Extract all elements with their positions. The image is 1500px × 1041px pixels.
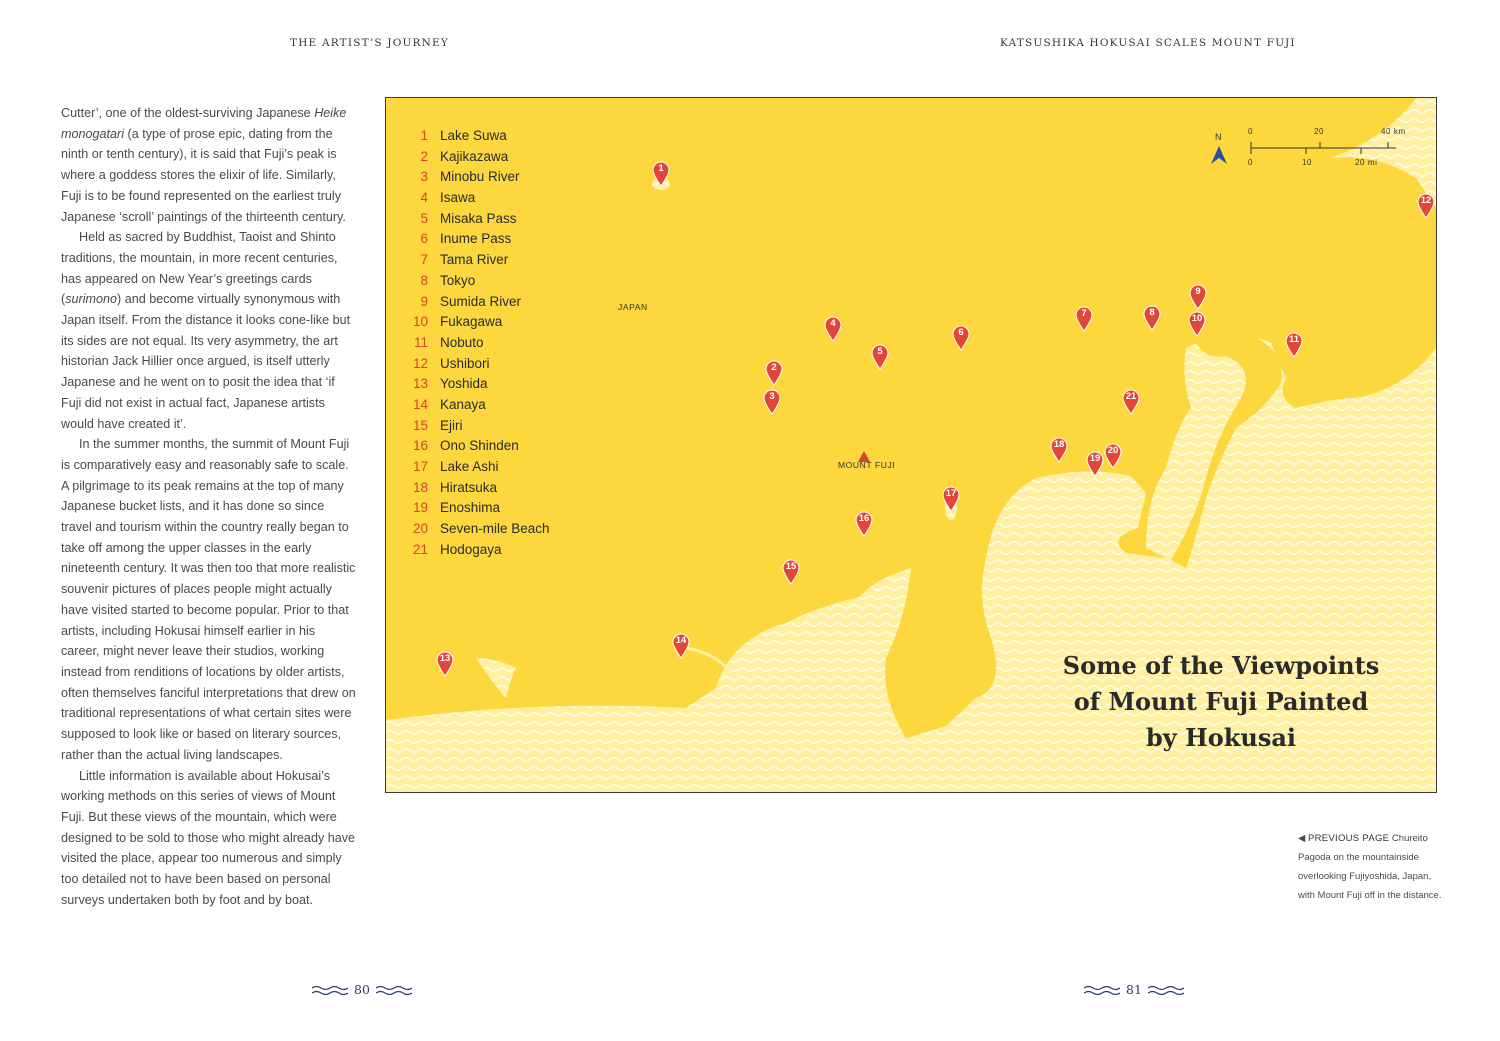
- marker-number: 13: [439, 653, 451, 664]
- map-marker: [1086, 451, 1104, 477]
- legend-item: [408, 519, 550, 540]
- map-marker: [672, 633, 690, 659]
- legend-item: [408, 416, 550, 437]
- map-marker: [824, 316, 842, 342]
- legend-item: [408, 188, 550, 209]
- legend-item: [408, 167, 550, 188]
- legend-item: [408, 312, 550, 333]
- map-marker: [1189, 284, 1207, 310]
- wave-ornament-icon: [376, 985, 412, 995]
- marker-number: 1: [658, 163, 664, 174]
- map-legend: [408, 126, 550, 560]
- marker-number: 7: [1081, 308, 1087, 319]
- folio-left: [312, 982, 412, 997]
- marker-number: 9: [1195, 286, 1201, 297]
- marker-number: 5: [877, 346, 883, 357]
- scale-bar: [1206, 124, 1406, 174]
- caption-arrow-icon: ◀: [1298, 833, 1308, 844]
- paragraph-3: In the summer months, the summit of Mount Fuji is comparatively easy and reasonably safe to scale. A pilgrimage to its peak remains at the top of many Japanese bucket lists, and it has done so since travel and tourism within the country really began to take off among the upper classes in the early nineteenth century. It was then too that more realistic souvenir pictures of places people might actually have visited started to become popular. Prior to that artists, including Hokusai himself earlier in his career, might never leave their studios, working instead from renditions of locations by older artists, often themselves fanciful interpretations that drew on traditional representations of what certain sites were supposed to look like or based on literary sources, rather than the actual living landscapes.: [61, 437, 356, 762]
- legend-item: [408, 333, 550, 354]
- legend-name: Nobuto: [440, 334, 484, 350]
- map-marker: [1417, 193, 1435, 219]
- scale-mi-20: 20 mi: [1355, 158, 1378, 167]
- map-marker: [763, 389, 781, 415]
- marker-number: 14: [675, 635, 687, 646]
- legend-number: 2: [420, 148, 428, 164]
- legend-item: [408, 250, 550, 271]
- legend-name: Tama River: [440, 252, 509, 268]
- marker-number: 16: [858, 513, 870, 524]
- legend-number: 13: [412, 376, 428, 392]
- legend-item: [408, 126, 550, 147]
- legend-item: [408, 354, 550, 375]
- legend-name: Ushibori: [440, 355, 490, 371]
- wave-ornament-icon: [312, 985, 348, 995]
- scale-mi-0: 0: [1248, 158, 1254, 167]
- legend-item: [408, 147, 550, 168]
- viewpoints-map: [385, 97, 1437, 793]
- legend-item: [408, 374, 550, 395]
- legend-number: 10: [412, 314, 428, 330]
- map-title: Some of the Viewpoints of Mount Fuji Painted by Hokusai: [1062, 651, 1380, 752]
- marker-number: 4: [830, 318, 836, 329]
- marker-number: 15: [785, 561, 797, 572]
- legend-item: [408, 436, 550, 457]
- legend-number: 12: [412, 355, 428, 371]
- legend-name: Hiratsuka: [440, 479, 498, 495]
- legend-number: 20: [412, 521, 428, 537]
- folio-right: [1084, 982, 1184, 997]
- legend-number: 1: [420, 128, 428, 143]
- legend-name: Fukagawa: [440, 314, 503, 330]
- marker-number: 19: [1089, 453, 1101, 464]
- marker-number: 20: [1107, 445, 1119, 456]
- legend-item: [408, 498, 550, 519]
- map-marker: [1143, 305, 1161, 331]
- map-marker: [652, 161, 670, 187]
- legend-name: Lake Suwa: [440, 128, 507, 143]
- running-head-right: KATSUSHIKA HOKUSAI SCALES MOUNT FUJI: [1000, 37, 1296, 49]
- map-marker: [436, 651, 454, 677]
- map-marker: [1075, 306, 1093, 332]
- bay-yoshida: [476, 658, 516, 698]
- marker-number: 17: [945, 488, 957, 499]
- scale-mi-10: 10: [1302, 158, 1313, 167]
- map-marker: [1188, 311, 1206, 337]
- wave-ornament-icon: [1084, 985, 1120, 995]
- legend-name: Ejiri: [440, 417, 463, 433]
- paragraph-1: Cutter’, one of the oldest-surviving Japanese Heike monogatari (a type of prose epic, dating from the ninth or tenth century), it is said that Fuji’s peak is where a goddess stores the elixir of life. Similarly, Fuji is to be found represented on the earliest truly Japanese ‘scroll’ paintings of the thirteenth century.: [61, 106, 347, 224]
- legend-name: Inume Pass: [440, 231, 512, 247]
- legend-number: 3: [420, 169, 428, 185]
- legend-name: Tokyo: [440, 272, 476, 288]
- marker-number: 21: [1125, 391, 1137, 402]
- legend-number: 6: [420, 231, 428, 247]
- legend-item: [408, 292, 550, 313]
- body-text-column: [61, 103, 357, 910]
- legend-name: Minobu River: [440, 169, 520, 185]
- map-marker: [942, 486, 960, 512]
- legend-name: Isawa: [440, 190, 476, 206]
- legend-number: 4: [420, 190, 428, 206]
- legend-number: 8: [420, 272, 428, 288]
- map-marker: [1285, 332, 1303, 358]
- map-marker: [782, 559, 800, 585]
- marker-number: 18: [1053, 439, 1065, 450]
- map-label-mount-fuji: MOUNT FUJI: [838, 460, 896, 470]
- legend-number: 19: [412, 500, 428, 516]
- legend-item: [408, 478, 550, 499]
- legend-name: Hodogaya: [440, 541, 502, 557]
- legend-item: [408, 457, 550, 478]
- legend-number: 5: [420, 210, 428, 226]
- marker-number: 6: [958, 327, 964, 338]
- running-head-left: THE ARTIST’S JOURNEY: [290, 37, 450, 49]
- north-arrow-icon: [1211, 146, 1227, 164]
- marker-number: 3: [769, 391, 775, 402]
- map-marker: [1122, 389, 1140, 415]
- north-label: N: [1215, 132, 1223, 142]
- legend-number: 9: [420, 293, 428, 309]
- legend-name: Sumida River: [440, 293, 522, 309]
- marker-number: 10: [1191, 313, 1203, 324]
- scale-km-40: 40 km: [1381, 127, 1406, 136]
- map-marker: [1104, 443, 1122, 469]
- legend-name: Seven-mile Beach: [440, 521, 550, 537]
- map-label-japan: JAPAN: [618, 302, 648, 312]
- legend-number: 11: [413, 334, 428, 350]
- legend-item: [408, 271, 550, 292]
- marker-number: 8: [1149, 307, 1155, 318]
- legend-name: Lake Ashi: [440, 459, 499, 474]
- legend-number: 18: [412, 479, 428, 495]
- map-marker: [952, 325, 970, 351]
- marker-number: 11: [1288, 334, 1300, 345]
- legend-item: [408, 540, 550, 561]
- scale-km-0: 0: [1248, 127, 1254, 136]
- paragraph-4: Little information is available about Hokusai’s working methods on this series of views of Mount Fuji. But these views of the mountain, which were designed to be sold to those who might already have visited the place, appear too numerous and simply too detailed not to have been based on personal surveys undertaken both by foot and by boat.: [61, 768, 356, 907]
- legend-number: 17: [412, 459, 428, 474]
- legend-number: 21: [412, 541, 428, 557]
- wave-ornament-icon: [1148, 985, 1184, 995]
- legend-number: 7: [420, 252, 428, 268]
- legend-number: 16: [412, 438, 428, 454]
- legend-number: 15: [412, 417, 428, 433]
- legend-item: [408, 229, 550, 250]
- legend-name: Enoshima: [440, 500, 501, 516]
- paragraph-2: Held as sacred by Buddhist, Taoist and Shinto traditions, the mountain, in more recent centuries, has appeared on New Year’s greetings cards (surimono) and become virtually synonymous with Japan itself. From the distance it looks cone-like but its sides are not equal. Its very asymmetry, the art historian Jack Hillier once argued, is itself utterly Japanese and he went on to posit the idea that ‘if Fuji did not exist in actual fact, Japanese artists would have created it’.: [61, 230, 351, 431]
- map-marker: [855, 511, 873, 537]
- legend-name: Yoshida: [440, 376, 488, 392]
- map-marker: [871, 344, 889, 370]
- map-marker: [1050, 437, 1068, 463]
- legend-item: [408, 395, 550, 416]
- map-marker: [765, 360, 783, 386]
- marker-number: 12: [1420, 195, 1432, 206]
- legend-name: Kajikazawa: [440, 148, 509, 164]
- photo-caption: ◀ PREVIOUS PAGE Chureito Pagoda on the mountainside overlooking Fujiyoshida, Japan, with Mount Fuji off in the distance.: [1298, 833, 1442, 901]
- page-number-left: 80: [354, 982, 370, 997]
- legend-name: Kanaya: [440, 396, 486, 412]
- marker-number: 2: [771, 362, 777, 373]
- legend-number: 14: [412, 396, 428, 412]
- page-number-right: 81: [1126, 982, 1142, 997]
- legend-item: [408, 209, 550, 230]
- legend-name: Misaka Pass: [440, 210, 517, 226]
- scale-km-20: 20: [1314, 127, 1325, 136]
- legend-name: Ono Shinden: [440, 438, 519, 454]
